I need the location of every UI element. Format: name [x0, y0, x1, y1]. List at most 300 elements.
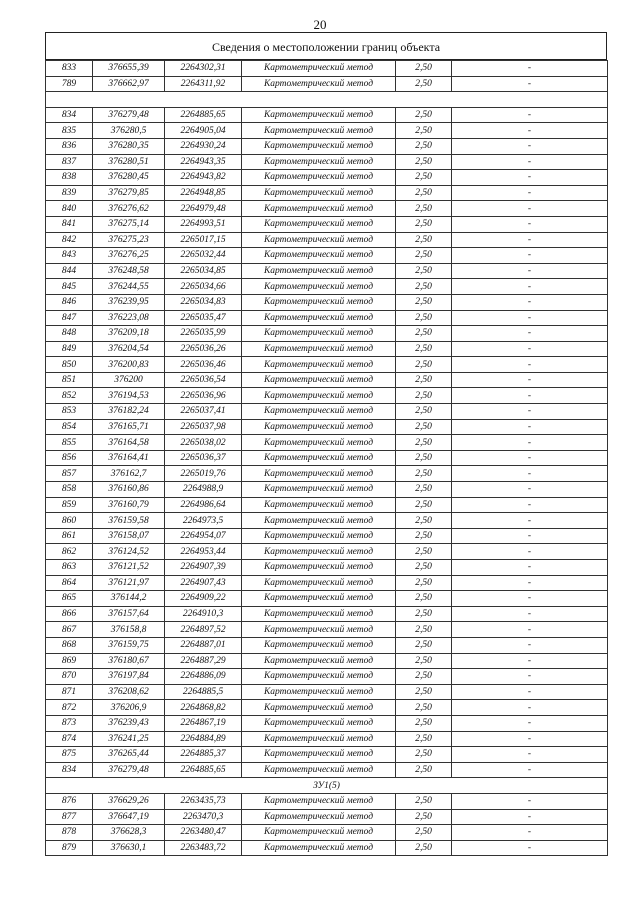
table-row	[46, 840, 608, 856]
x-coordinate-cell: 376158,8	[93, 622, 165, 638]
method-cell: Картометрический метод	[242, 622, 396, 638]
point-number-cell: 839	[46, 185, 93, 201]
x-coordinate-cell: 376162,7	[93, 466, 165, 482]
table-title: Сведения о местоположении границ объекта	[45, 32, 607, 60]
point-number-cell: 871	[46, 684, 93, 700]
method-cell: Картометрический метод	[242, 76, 396, 92]
point-number-cell: 848	[46, 326, 93, 342]
x-coordinate-cell: 376628,3	[93, 825, 165, 841]
method-cell: Картометрический метод	[242, 731, 396, 747]
method-cell: Картометрический метод	[242, 544, 396, 560]
accuracy-cell: 2,50	[396, 310, 452, 326]
x-coordinate-cell: 376276,62	[93, 201, 165, 217]
x-coordinate-cell: 376629,26	[93, 793, 165, 809]
accuracy-cell: 2,50	[396, 560, 452, 576]
description-cell: -	[452, 419, 608, 435]
accuracy-cell: 2,50	[396, 591, 452, 607]
accuracy-cell: 2,50	[396, 840, 452, 856]
description-cell: -	[452, 263, 608, 279]
section-label: ЗУ1(5)	[46, 778, 608, 794]
point-number-cell: 868	[46, 637, 93, 653]
accuracy-cell: 2,50	[396, 793, 452, 809]
table-row	[46, 591, 608, 607]
method-cell: Картометрический метод	[242, 700, 396, 716]
method-cell: Картометрический метод	[242, 279, 396, 295]
y-coordinate-cell: 2265034,83	[165, 294, 242, 310]
point-number-cell: 875	[46, 747, 93, 763]
y-coordinate-cell: 2264909,22	[165, 591, 242, 607]
table-row	[46, 482, 608, 498]
description-cell: -	[452, 653, 608, 669]
y-coordinate-cell: 2264885,37	[165, 747, 242, 763]
y-coordinate-cell: 2264867,19	[165, 715, 242, 731]
y-coordinate-cell: 2264887,01	[165, 637, 242, 653]
y-coordinate-cell: 2265034,85	[165, 263, 242, 279]
description-cell: -	[452, 294, 608, 310]
method-cell: Картометрический метод	[242, 170, 396, 186]
y-coordinate-cell: 2265037,98	[165, 419, 242, 435]
point-number-cell: 849	[46, 341, 93, 357]
method-cell: Картометрический метод	[242, 419, 396, 435]
description-cell: -	[452, 544, 608, 560]
table-row	[46, 497, 608, 513]
x-coordinate-cell: 376244,55	[93, 279, 165, 295]
accuracy-cell: 2,50	[396, 544, 452, 560]
point-number-cell: 841	[46, 216, 93, 232]
description-cell: -	[452, 684, 608, 700]
description-cell: -	[452, 622, 608, 638]
x-coordinate-cell: 376180,67	[93, 653, 165, 669]
accuracy-cell: 2,50	[396, 107, 452, 123]
table-row	[46, 435, 608, 451]
accuracy-cell: 2,50	[396, 450, 452, 466]
table-body	[46, 61, 608, 856]
description-cell: -	[452, 170, 608, 186]
accuracy-cell: 2,50	[396, 138, 452, 154]
method-cell: Картометрический метод	[242, 201, 396, 217]
accuracy-cell: 2,50	[396, 762, 452, 778]
x-coordinate-cell: 376239,43	[93, 715, 165, 731]
y-coordinate-cell: 2264905,04	[165, 123, 242, 139]
x-coordinate-cell: 376241,25	[93, 731, 165, 747]
description-cell: -	[452, 185, 608, 201]
y-coordinate-cell: 2264868,82	[165, 700, 242, 716]
table-row	[46, 606, 608, 622]
table-row	[46, 76, 608, 92]
description-cell: -	[452, 809, 608, 825]
method-cell: Картометрический метод	[242, 762, 396, 778]
table-row	[46, 107, 608, 123]
x-coordinate-cell: 376182,24	[93, 404, 165, 420]
method-cell: Картометрический метод	[242, 840, 396, 856]
description-cell: -	[452, 606, 608, 622]
y-coordinate-cell: 2264930,24	[165, 138, 242, 154]
point-number-cell: 862	[46, 544, 93, 560]
y-coordinate-cell: 2265035,99	[165, 326, 242, 342]
point-number-cell: 838	[46, 170, 93, 186]
accuracy-cell: 2,50	[396, 637, 452, 653]
point-number-cell: 869	[46, 653, 93, 669]
x-coordinate-cell: 376279,85	[93, 185, 165, 201]
accuracy-cell: 2,50	[396, 715, 452, 731]
accuracy-cell: 2,50	[396, 357, 452, 373]
point-number-cell: 843	[46, 248, 93, 264]
description-cell: -	[452, 341, 608, 357]
table-row	[46, 357, 608, 373]
table-row	[46, 326, 608, 342]
y-coordinate-cell: 2263480,47	[165, 825, 242, 841]
page-number: 20	[313, 17, 327, 32]
accuracy-cell: 2,50	[396, 825, 452, 841]
accuracy-cell: 2,50	[396, 404, 452, 420]
method-cell: Картометрический метод	[242, 326, 396, 342]
accuracy-cell: 2,50	[396, 263, 452, 279]
table-row	[46, 793, 608, 809]
x-coordinate-cell: 376124,52	[93, 544, 165, 560]
table-row	[46, 170, 608, 186]
description-cell: -	[452, 248, 608, 264]
x-coordinate-cell: 376206,9	[93, 700, 165, 716]
description-cell: -	[452, 560, 608, 576]
accuracy-cell: 2,50	[396, 232, 452, 248]
x-coordinate-cell: 376280,5	[93, 123, 165, 139]
accuracy-cell: 2,50	[396, 435, 452, 451]
y-coordinate-cell: 2264311,92	[165, 76, 242, 92]
y-coordinate-cell: 2264907,43	[165, 575, 242, 591]
method-cell: Картометрический метод	[242, 482, 396, 498]
accuracy-cell: 2,50	[396, 606, 452, 622]
y-coordinate-cell: 2265032,44	[165, 248, 242, 264]
y-coordinate-cell: 2263483,72	[165, 840, 242, 856]
y-coordinate-cell: 2265035,47	[165, 310, 242, 326]
y-coordinate-cell: 2265036,46	[165, 357, 242, 373]
table-row	[46, 450, 608, 466]
method-cell: Картометрический метод	[242, 372, 396, 388]
description-cell: -	[452, 404, 608, 420]
method-cell: Картометрический метод	[242, 294, 396, 310]
accuracy-cell: 2,50	[396, 419, 452, 435]
method-cell: Картометрический метод	[242, 669, 396, 685]
y-coordinate-cell: 2265036,26	[165, 341, 242, 357]
y-coordinate-cell: 2264979,48	[165, 201, 242, 217]
x-coordinate-cell: 376223,08	[93, 310, 165, 326]
y-coordinate-cell: 2263470,3	[165, 809, 242, 825]
point-number-cell: 834	[46, 762, 93, 778]
y-coordinate-cell: 2264986,64	[165, 497, 242, 513]
table-row	[46, 560, 608, 576]
point-number-cell: 855	[46, 435, 93, 451]
x-coordinate-cell: 376164,58	[93, 435, 165, 451]
table-row	[46, 762, 608, 778]
table-row	[46, 513, 608, 529]
point-number-cell: 837	[46, 154, 93, 170]
point-number-cell: 835	[46, 123, 93, 139]
table-row	[46, 622, 608, 638]
method-cell: Картометрический метод	[242, 248, 396, 264]
x-coordinate-cell: 376265,44	[93, 747, 165, 763]
table-row	[46, 279, 608, 295]
accuracy-cell: 2,50	[396, 388, 452, 404]
y-coordinate-cell: 2264907,39	[165, 560, 242, 576]
accuracy-cell: 2,50	[396, 216, 452, 232]
point-number-cell: 857	[46, 466, 93, 482]
table-row	[46, 388, 608, 404]
y-coordinate-cell: 2264302,31	[165, 61, 242, 77]
description-cell: -	[452, 138, 608, 154]
accuracy-cell: 2,50	[396, 123, 452, 139]
y-coordinate-cell: 2264973,5	[165, 513, 242, 529]
y-coordinate-cell: 2264887,29	[165, 653, 242, 669]
method-cell: Картометрический метод	[242, 637, 396, 653]
accuracy-cell: 2,50	[396, 248, 452, 264]
accuracy-cell: 2,50	[396, 669, 452, 685]
method-cell: Картометрический метод	[242, 341, 396, 357]
spacer-cell	[46, 92, 608, 108]
table-row	[46, 825, 608, 841]
description-cell: -	[452, 575, 608, 591]
description-cell: -	[452, 528, 608, 544]
method-cell: Картометрический метод	[242, 107, 396, 123]
method-cell: Картометрический метод	[242, 404, 396, 420]
point-number-cell: 874	[46, 731, 93, 747]
point-number-cell: 873	[46, 715, 93, 731]
x-coordinate-cell: 376280,35	[93, 138, 165, 154]
accuracy-cell: 2,50	[396, 528, 452, 544]
method-cell: Картометрический метод	[242, 263, 396, 279]
x-coordinate-cell: 376209,18	[93, 326, 165, 342]
point-number-cell: 852	[46, 388, 93, 404]
method-cell: Картометрический метод	[242, 435, 396, 451]
method-cell: Картометрический метод	[242, 560, 396, 576]
description-cell: -	[452, 497, 608, 513]
accuracy-cell: 2,50	[396, 622, 452, 638]
description-cell: -	[452, 201, 608, 217]
x-coordinate-cell: 376200	[93, 372, 165, 388]
table-row	[46, 216, 608, 232]
point-number-cell: 866	[46, 606, 93, 622]
y-coordinate-cell: 2264993,51	[165, 216, 242, 232]
x-coordinate-cell: 376275,14	[93, 216, 165, 232]
table-row	[46, 232, 608, 248]
point-number-cell: 844	[46, 263, 93, 279]
table-row	[46, 341, 608, 357]
x-coordinate-cell: 376159,75	[93, 637, 165, 653]
x-coordinate-cell: 376275,23	[93, 232, 165, 248]
x-coordinate-cell: 376157,64	[93, 606, 165, 622]
description-cell: -	[452, 513, 608, 529]
x-coordinate-cell: 376239,95	[93, 294, 165, 310]
accuracy-cell: 2,50	[396, 326, 452, 342]
x-coordinate-cell: 376160,86	[93, 482, 165, 498]
y-coordinate-cell: 2264953,44	[165, 544, 242, 560]
y-coordinate-cell: 2263435,73	[165, 793, 242, 809]
point-number-cell: 850	[46, 357, 93, 373]
point-number-cell: 833	[46, 61, 93, 77]
method-cell: Картометрический метод	[242, 138, 396, 154]
table-row	[46, 700, 608, 716]
method-cell: Картометрический метод	[242, 513, 396, 529]
method-cell: Картометрический метод	[242, 185, 396, 201]
x-coordinate-cell: 376194,53	[93, 388, 165, 404]
point-number-cell: 864	[46, 575, 93, 591]
accuracy-cell: 2,50	[396, 76, 452, 92]
accuracy-cell: 2,50	[396, 201, 452, 217]
method-cell: Картометрический метод	[242, 591, 396, 607]
table-row	[46, 747, 608, 763]
method-cell: Картометрический метод	[242, 715, 396, 731]
y-coordinate-cell: 2265038,02	[165, 435, 242, 451]
description-cell: -	[452, 747, 608, 763]
accuracy-cell: 2,50	[396, 482, 452, 498]
table-row	[46, 138, 608, 154]
description-cell: -	[452, 591, 608, 607]
method-cell: Картометрический метод	[242, 497, 396, 513]
point-number-cell: 859	[46, 497, 93, 513]
y-coordinate-cell: 2264897,52	[165, 622, 242, 638]
x-coordinate-cell: 376630,1	[93, 840, 165, 856]
description-cell: -	[452, 825, 608, 841]
description-cell: -	[452, 372, 608, 388]
y-coordinate-cell: 2264954,07	[165, 528, 242, 544]
y-coordinate-cell: 2264885,65	[165, 762, 242, 778]
description-cell: -	[452, 310, 608, 326]
x-coordinate-cell: 376208,62	[93, 684, 165, 700]
y-coordinate-cell: 2264988,9	[165, 482, 242, 498]
x-coordinate-cell: 376165,71	[93, 419, 165, 435]
y-coordinate-cell: 2264943,82	[165, 170, 242, 186]
y-coordinate-cell: 2264948,85	[165, 185, 242, 201]
table-row	[46, 684, 608, 700]
accuracy-cell: 2,50	[396, 653, 452, 669]
description-cell: -	[452, 107, 608, 123]
x-coordinate-cell: 376160,79	[93, 497, 165, 513]
accuracy-cell: 2,50	[396, 809, 452, 825]
description-cell: -	[452, 762, 608, 778]
point-number-cell: 853	[46, 404, 93, 420]
point-number-cell: 834	[46, 107, 93, 123]
x-coordinate-cell: 376655,39	[93, 61, 165, 77]
x-coordinate-cell: 376159,58	[93, 513, 165, 529]
accuracy-cell: 2,50	[396, 513, 452, 529]
point-number-cell: 867	[46, 622, 93, 638]
table-row	[46, 637, 608, 653]
description-cell: -	[452, 232, 608, 248]
y-coordinate-cell: 2265036,37	[165, 450, 242, 466]
method-cell: Картометрический метод	[242, 575, 396, 591]
accuracy-cell: 2,50	[396, 294, 452, 310]
method-cell: Картометрический метод	[242, 216, 396, 232]
table-row	[46, 263, 608, 279]
x-coordinate-cell: 376647,19	[93, 809, 165, 825]
accuracy-cell: 2,50	[396, 61, 452, 77]
point-number-cell: 878	[46, 825, 93, 841]
x-coordinate-cell: 376200,83	[93, 357, 165, 373]
x-coordinate-cell: 376121,97	[93, 575, 165, 591]
x-coordinate-cell: 376197,84	[93, 669, 165, 685]
method-cell: Картометрический метод	[242, 357, 396, 373]
description-cell: -	[452, 123, 608, 139]
description-cell: -	[452, 700, 608, 716]
y-coordinate-cell: 2265037,41	[165, 404, 242, 420]
table-row	[46, 404, 608, 420]
method-cell: Картометрический метод	[242, 154, 396, 170]
accuracy-cell: 2,50	[396, 731, 452, 747]
table-row	[46, 544, 608, 560]
point-number-cell: 842	[46, 232, 93, 248]
method-cell: Картометрический метод	[242, 388, 396, 404]
point-number-cell: 876	[46, 793, 93, 809]
table-row	[46, 248, 608, 264]
point-number-cell: 854	[46, 419, 93, 435]
x-coordinate-cell: 376280,45	[93, 170, 165, 186]
method-cell: Картометрический метод	[242, 466, 396, 482]
table-row	[46, 154, 608, 170]
description-cell: -	[452, 482, 608, 498]
x-coordinate-cell: 376158,07	[93, 528, 165, 544]
y-coordinate-cell: 2264886,09	[165, 669, 242, 685]
description-cell: -	[452, 388, 608, 404]
x-coordinate-cell: 376204,54	[93, 341, 165, 357]
x-coordinate-cell: 376279,48	[93, 762, 165, 778]
point-number-cell: 879	[46, 840, 93, 856]
point-number-cell: 865	[46, 591, 93, 607]
description-cell: -	[452, 466, 608, 482]
description-cell: -	[452, 216, 608, 232]
table-row	[46, 372, 608, 388]
method-cell: Картометрический метод	[242, 606, 396, 622]
point-number-cell: 872	[46, 700, 93, 716]
spacer-row	[46, 92, 608, 108]
description-cell: -	[452, 793, 608, 809]
x-coordinate-cell: 376164,41	[93, 450, 165, 466]
method-cell: Картометрический метод	[242, 747, 396, 763]
table-row	[46, 715, 608, 731]
y-coordinate-cell: 2264910,3	[165, 606, 242, 622]
method-cell: Картометрический метод	[242, 61, 396, 77]
point-number-cell: 846	[46, 294, 93, 310]
table-row	[46, 294, 608, 310]
accuracy-cell: 2,50	[396, 185, 452, 201]
description-cell: -	[452, 731, 608, 747]
x-coordinate-cell: 376248,58	[93, 263, 165, 279]
x-coordinate-cell: 376662,97	[93, 76, 165, 92]
accuracy-cell: 2,50	[396, 170, 452, 186]
table-row	[46, 61, 608, 77]
table-row	[46, 653, 608, 669]
description-cell: -	[452, 715, 608, 731]
point-number-cell: 847	[46, 310, 93, 326]
y-coordinate-cell: 2265036,54	[165, 372, 242, 388]
method-cell: Картометрический метод	[242, 232, 396, 248]
x-coordinate-cell: 376276,25	[93, 248, 165, 264]
accuracy-cell: 2,50	[396, 154, 452, 170]
x-coordinate-cell: 376280,51	[93, 154, 165, 170]
description-cell: -	[452, 76, 608, 92]
description-cell: -	[452, 279, 608, 295]
table-row	[46, 731, 608, 747]
accuracy-cell: 2,50	[396, 700, 452, 716]
description-cell: -	[452, 326, 608, 342]
x-coordinate-cell: 376279,48	[93, 107, 165, 123]
table-row	[46, 201, 608, 217]
point-number-cell: 840	[46, 201, 93, 217]
boundary-points-table	[45, 60, 608, 856]
point-number-cell: 860	[46, 513, 93, 529]
y-coordinate-cell: 2264885,65	[165, 107, 242, 123]
accuracy-cell: 2,50	[396, 497, 452, 513]
point-number-cell: 870	[46, 669, 93, 685]
section-row	[46, 778, 608, 794]
